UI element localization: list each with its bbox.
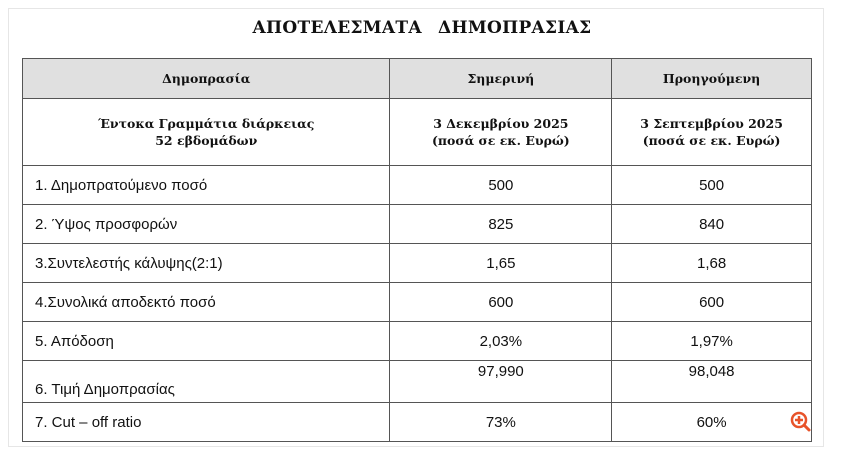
current-units: (ποσά σε εκ. Ευρώ)	[431, 133, 570, 148]
previous-date-cell	[612, 99, 812, 166]
row-previous: 98,048	[612, 361, 812, 403]
row-label: 1. Δημοπρατούμενο ποσό	[23, 166, 390, 205]
row-current: 1,65	[390, 244, 612, 283]
row-current: 500	[390, 166, 612, 205]
header-auction: Δημοπρασία	[23, 59, 390, 99]
table-row	[23, 283, 812, 322]
row-previous: 500	[612, 166, 812, 205]
current-date-cell	[390, 99, 612, 166]
row-previous: 600	[612, 283, 812, 322]
instrument-cell	[23, 99, 390, 166]
row-current: 825	[390, 205, 612, 244]
row-label: 7. Cut – off ratio	[23, 403, 390, 442]
row-label: 3.Συντελεστής κάλυψης(2:1)	[23, 244, 390, 283]
table-row	[23, 244, 812, 283]
header-row	[23, 59, 812, 99]
page-title: ΑΠΟΤΕΛΕΣΜΑΤΑ ΔΗΜΟΠΡΑΣΙΑΣ	[252, 18, 592, 38]
row-label: 5. Απόδοση	[23, 322, 390, 361]
row-previous: 1,68	[612, 244, 812, 283]
header-previous: Προηγούμενη	[612, 59, 812, 99]
row-previous: 60%	[612, 403, 812, 442]
row-current: 73%	[390, 403, 612, 442]
row-current: 2,03%	[390, 322, 612, 361]
table-row	[23, 361, 812, 403]
previous-units: (ποσά σε εκ. Ευρώ)	[642, 133, 781, 148]
row-label: 2. Ύψος προσφορών	[23, 205, 390, 244]
header-current: Σημερινή	[390, 59, 612, 99]
row-previous: 840	[612, 205, 812, 244]
row-current: 600	[390, 283, 612, 322]
auction-results-table	[22, 58, 812, 442]
table-row	[23, 166, 812, 205]
instrument-line2: 52 εβδομάδων	[155, 133, 258, 148]
subheader-row	[23, 99, 812, 166]
row-label: 4.Συνολικά αποδεκτό ποσό	[23, 283, 390, 322]
row-label: 6. Τιμή Δημοπρασίας	[23, 361, 390, 403]
table-row	[23, 403, 812, 442]
row-previous: 1,97%	[612, 322, 812, 361]
row-current: 97,990	[390, 361, 612, 403]
instrument-line1: Έντοκα Γραμμάτια διάρκειας	[98, 116, 315, 131]
table-row	[23, 205, 812, 244]
current-date: 3 Δεκεμβρίου 2025	[433, 116, 569, 131]
previous-date: 3 Σεπτεμβρίου 2025	[640, 116, 783, 131]
zoom-in-icon[interactable]	[790, 411, 808, 429]
table-row	[23, 322, 812, 361]
